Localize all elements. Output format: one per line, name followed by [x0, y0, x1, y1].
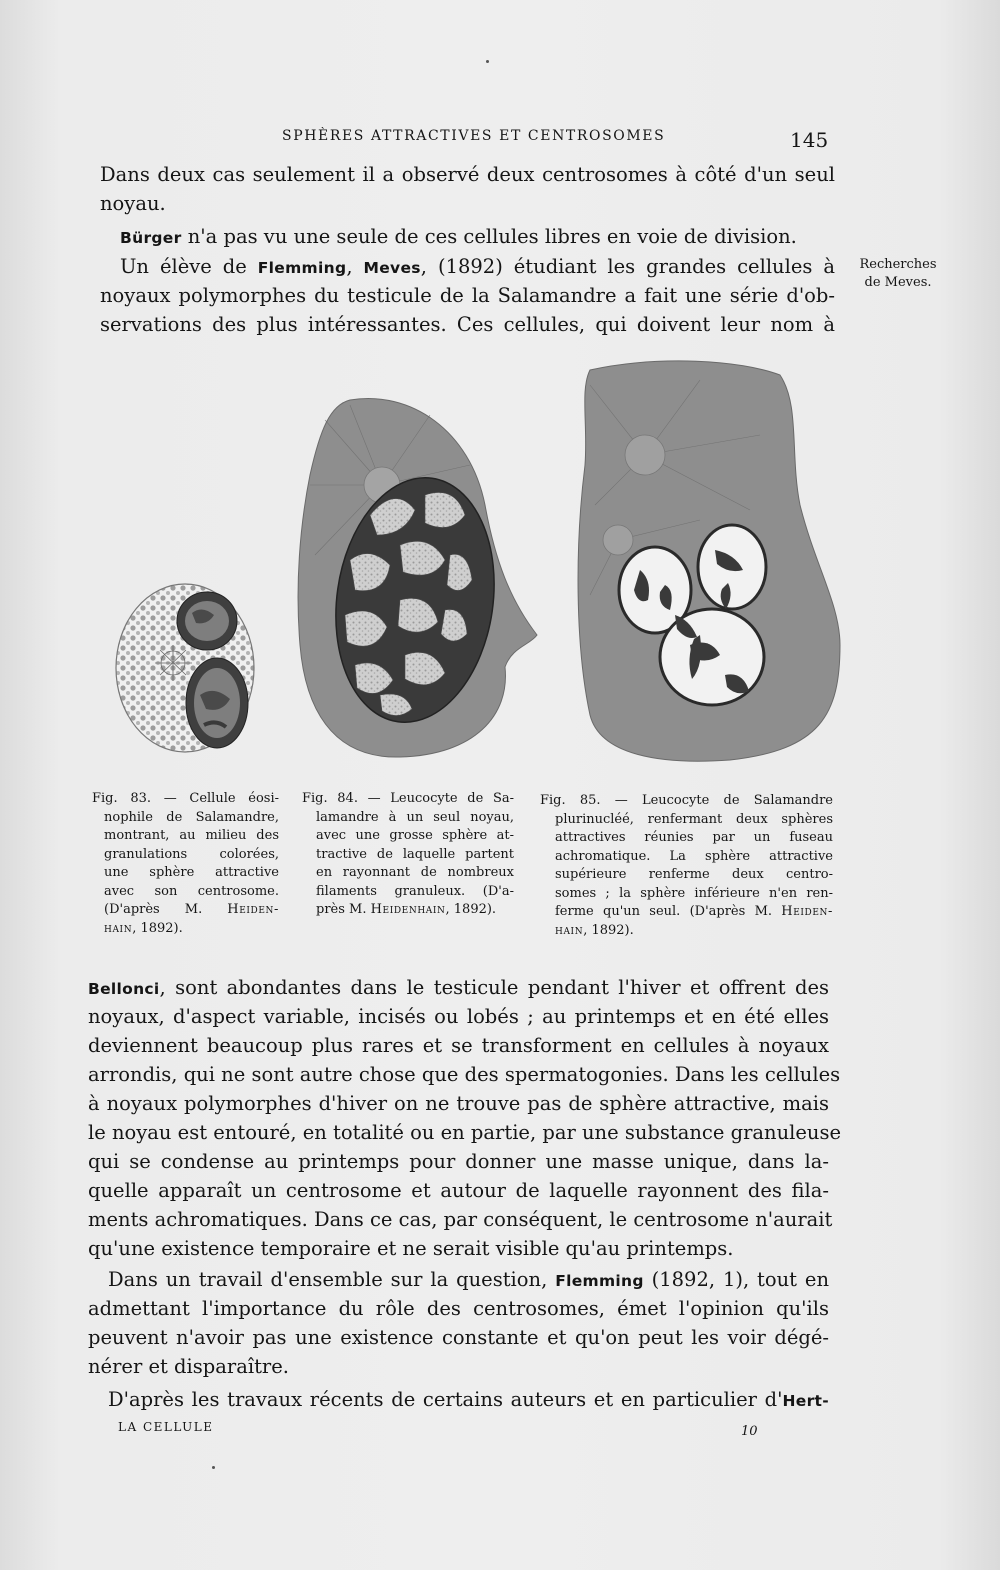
caption-line: montrant, au milieu des — [104, 828, 279, 843]
footer-signature: 10 — [741, 1424, 758, 1439]
fig85-cell-illustration — [578, 361, 840, 761]
caption-line: tractive de laquelle partent — [316, 846, 514, 862]
text-line: noyau. — [100, 192, 166, 215]
text-run: Un élève de — [120, 255, 258, 278]
text-line: à noyaux polymorphes d'hiver on ne trouve pas de sphère attractive, mais — [88, 1092, 829, 1115]
paragraph-1 — [100, 160, 835, 218]
text-run: ferme qu'un seul. (D'après M. — [555, 904, 782, 919]
text-run: , 1892). — [445, 902, 497, 917]
author-name: Flemming — [555, 1272, 644, 1290]
caption-line — [92, 901, 279, 920]
caption-line: plurinucléé, renfermant deux sphères — [555, 811, 833, 827]
text-run: près M. — [316, 902, 371, 917]
author-name: Hert- — [782, 1392, 829, 1410]
text-line — [120, 222, 835, 251]
author-name: Heidenhain — [370, 902, 446, 917]
footer-journal-title: LA CELLULE — [118, 1420, 214, 1434]
text-run: , — [346, 255, 364, 278]
caption-line — [92, 920, 279, 939]
fig83-cell-illustration — [116, 584, 254, 752]
fig84-cell-illustration — [298, 398, 537, 757]
text-line: qui se condense au printemps pour donner une masse unique, dans la- — [88, 1150, 829, 1173]
text-line: quelle apparaît un centrosome et autour de laquelle rayonnent des fila- — [88, 1179, 829, 1202]
margin-note-line: Recherches — [859, 257, 937, 272]
caption-line: somes ; la sphère inférieure n'en ren- — [555, 885, 833, 901]
caption-line: filaments granuleux. (D'a- — [316, 883, 514, 899]
author-name: Flemming — [257, 259, 347, 277]
text-line: admettant l'importance du rôle des centrosomes, émet l'opinion qu'ils — [88, 1297, 829, 1320]
caption-fig85 — [540, 792, 833, 940]
text-line — [88, 973, 829, 1002]
caption-fig83 — [92, 790, 279, 938]
caption-line: achromatique. La sphère attractive — [555, 848, 833, 864]
text-line — [88, 1385, 829, 1414]
margin-note-line: de Meves. — [864, 275, 932, 290]
text-run: , (1892) étudiant les grandes cellules à — [420, 255, 835, 278]
author-name: Heiden- — [781, 904, 833, 919]
caption-line — [302, 901, 514, 920]
text-line: peuvent n'avoir pas une existence constante et qu'on peut les voir dégé- — [88, 1326, 829, 1349]
page-number: 145 — [790, 128, 829, 152]
text-line: deviennent beaucoup plus rares et se transforment en cellules à noyaux — [88, 1034, 829, 1057]
caption-line: Fig. 84. — Leucocyte de Sa- — [302, 791, 514, 806]
author-name: Meves — [363, 259, 421, 277]
caption-line: granulations colorées, — [104, 846, 279, 862]
figure-plate — [100, 345, 860, 785]
paragraph-2 — [120, 222, 835, 251]
text-line: qu'une existence temporaire et ne serait visible qu'au printemps. — [88, 1237, 734, 1260]
author-name: Heiden- — [227, 902, 279, 917]
paragraph-5 — [88, 1265, 829, 1381]
text-run: Dans un travail d'ensemble sur la question, — [108, 1268, 556, 1291]
caption-line — [540, 922, 833, 941]
text-run: , 1892). — [583, 922, 634, 938]
author-name: Bürger — [120, 229, 182, 247]
caption-line — [540, 903, 833, 922]
author-name: hain — [104, 920, 133, 936]
text-run: D'après les travaux récents de certains auteurs et en particulier d' — [108, 1388, 783, 1411]
ink-speck — [486, 60, 489, 63]
paragraph-6 — [88, 1385, 829, 1414]
ink-speck — [212, 1466, 215, 1469]
paragraph-4 — [88, 973, 842, 1263]
text-run: , 1892). — [132, 920, 183, 936]
text-line: le noyau est entouré, en totalité ou en partie, par une substance granuleuse — [88, 1121, 842, 1144]
caption-line: Fig. 85. — Leucocyte de Salamandre — [540, 793, 833, 808]
text-line: Dans deux cas seulement il a observé deux centrosomes à côté d'un seul — [100, 163, 835, 186]
text-run: (1892, 1), tout en — [643, 1268, 829, 1291]
caption-fig84 — [302, 790, 514, 920]
text-line: arrondis, qui ne sont autre chose que des spermatogonies. Dans les cellules — [88, 1063, 841, 1086]
text-line: servations des plus intéressantes. Ces cellules, qui doivent leur nom à — [100, 313, 835, 336]
caption-line: nophile de Salamandre, — [104, 809, 279, 825]
paragraph-3 — [100, 252, 835, 339]
caption-line: en rayonnant de nombreux — [316, 865, 514, 880]
caption-line: une sphère attractive — [104, 865, 279, 880]
fig85-lower-sphere — [603, 525, 633, 555]
fig85-upper-sphere — [625, 435, 665, 475]
author-name: hain — [555, 922, 584, 938]
text-run: (D'après M. — [104, 902, 228, 917]
author-name: Bellonci — [88, 980, 160, 998]
margin-note — [848, 256, 948, 292]
text-line: nérer et disparaître. — [88, 1355, 289, 1378]
caption-line: lamandre à un seul noyau, — [316, 809, 514, 825]
running-head: SPHÈRES ATTRACTIVES ET CENTROSOMES — [282, 128, 666, 144]
caption-line: avec une grosse sphère at- — [316, 828, 514, 843]
caption-line: avec son centrosome. — [104, 883, 279, 899]
text-line: ments achromatiques. Dans ce cas, par conséquent, le centrosome n'aurait — [88, 1208, 833, 1231]
caption-line: Fig. 83. — Cellule éosi- — [92, 791, 279, 806]
text-line: noyaux, d'aspect variable, incisés ou lobés ; au printemps et en été elles — [88, 1005, 829, 1028]
caption-line: attractives réunies par un fuseau — [555, 830, 833, 845]
caption-line: supérieure renferme deux centro- — [555, 867, 833, 882]
text-line — [100, 252, 835, 281]
text-run: n'a pas vu une seule de ces cellules libres en voie de division. — [181, 225, 797, 248]
text-run: , sont abondantes dans le testicule pendant l'hiver et offrent des — [159, 976, 829, 999]
text-line: noyaux polymorphes du testicule de la Salamandre a fait une série d'ob- — [100, 284, 835, 307]
text-line — [88, 1265, 829, 1294]
